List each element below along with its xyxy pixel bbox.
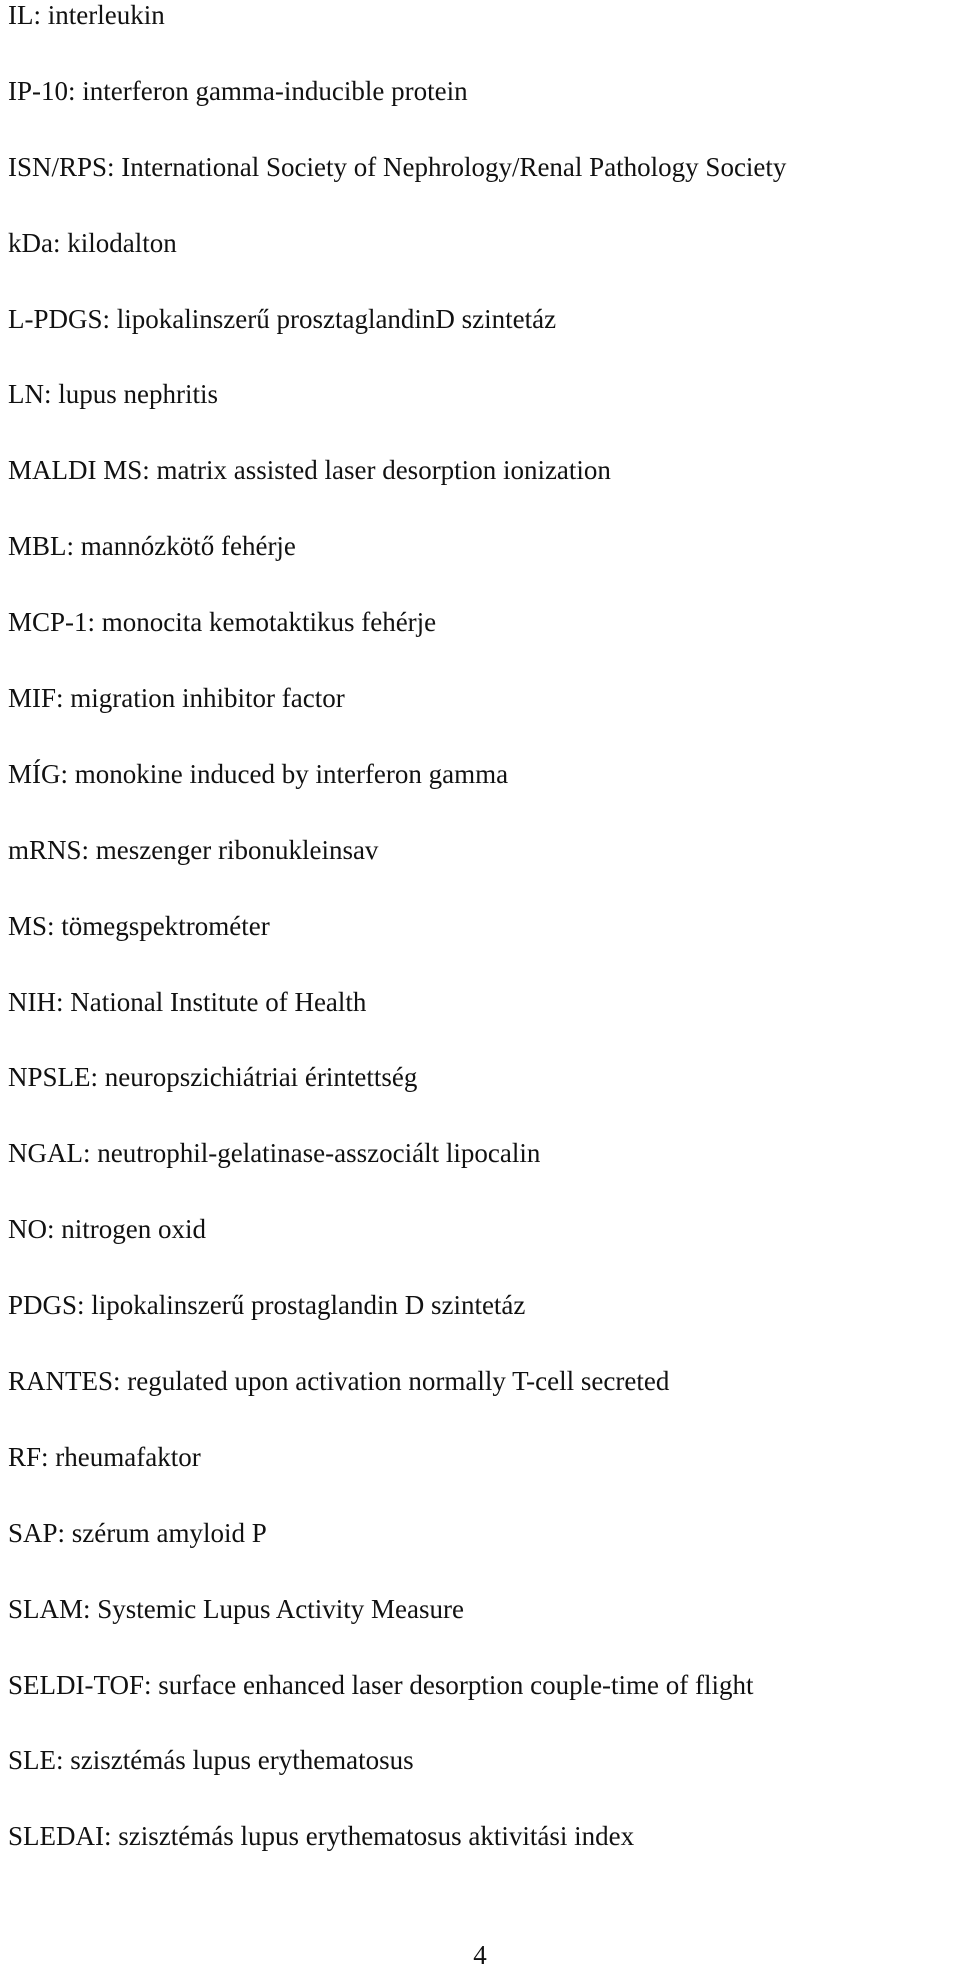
abbreviation-entry: LN: lupus nephritis: [8, 379, 218, 410]
abbreviation-entry: NGAL: neutrophil-gelatinase-asszociált lipocalin: [8, 1138, 541, 1169]
abbreviation-entry: mRNS: meszenger ribonukleinsav: [8, 834, 379, 865]
abbreviation-entry: NO: nitrogen oxid: [8, 1214, 206, 1245]
abbreviation-entry: PDGS: lipokalinszerű prostaglandin D szintetáz: [8, 1290, 526, 1321]
abbreviation-entry: IL: interleukin: [8, 0, 165, 30]
abbreviation-entry: MIF: migration inhibitor factor: [8, 683, 345, 714]
abbreviation-entry: SLAM: Systemic Lupus Activity Measure: [8, 1593, 464, 1624]
abbreviation-entry: SLE: szisztémás lupus erythematosus: [8, 1745, 414, 1776]
abbreviation-entry: SAP: szérum amyloid P: [8, 1517, 267, 1548]
abbreviation-entry: RF: rheumafaktor: [8, 1441, 201, 1472]
abbreviation-entry: MBL: mannózkötő fehérje: [8, 531, 296, 562]
abbreviation-entry: RANTES: regulated upon activation normally T-cell secreted: [8, 1366, 670, 1397]
abbreviation-entry: ISN/RPS: International Society of Nephrology/Renal Pathology Society: [8, 151, 787, 182]
page-number: 4: [473, 1940, 487, 1970]
abbreviation-entry: NIH: National Institute of Health: [8, 986, 367, 1017]
abbreviation-entry: NPSLE: neuropszichiátriai érintettség: [8, 1062, 418, 1093]
abbreviation-entry: SELDI-TOF: surface enhanced laser desorption couple-time of flight: [8, 1669, 754, 1700]
abbreviation-entry: MS: tömegspektrométer: [8, 910, 270, 941]
abbreviation-entry: MCP-1: monocita kemotaktikus fehérje: [8, 607, 437, 638]
abbreviation-entry: MÍG: monokine induced by interferon gamma: [8, 758, 509, 789]
abbreviation-entry: SLEDAI: szisztémás lupus erythematosus aktivitási index: [8, 1821, 635, 1852]
abbreviation-entry: L-PDGS: lipokalinszerű prosztaglandinD szintetáz: [8, 303, 557, 334]
abbreviation-entry: MALDI MS: matrix assisted laser desorption ionization: [8, 455, 611, 486]
abbreviation-list: [8, 0, 786, 1897]
abbreviation-entry: IP-10: interferon gamma-inducible protein: [8, 75, 468, 106]
abbreviation-entry: kDa: kilodalton: [8, 227, 177, 258]
